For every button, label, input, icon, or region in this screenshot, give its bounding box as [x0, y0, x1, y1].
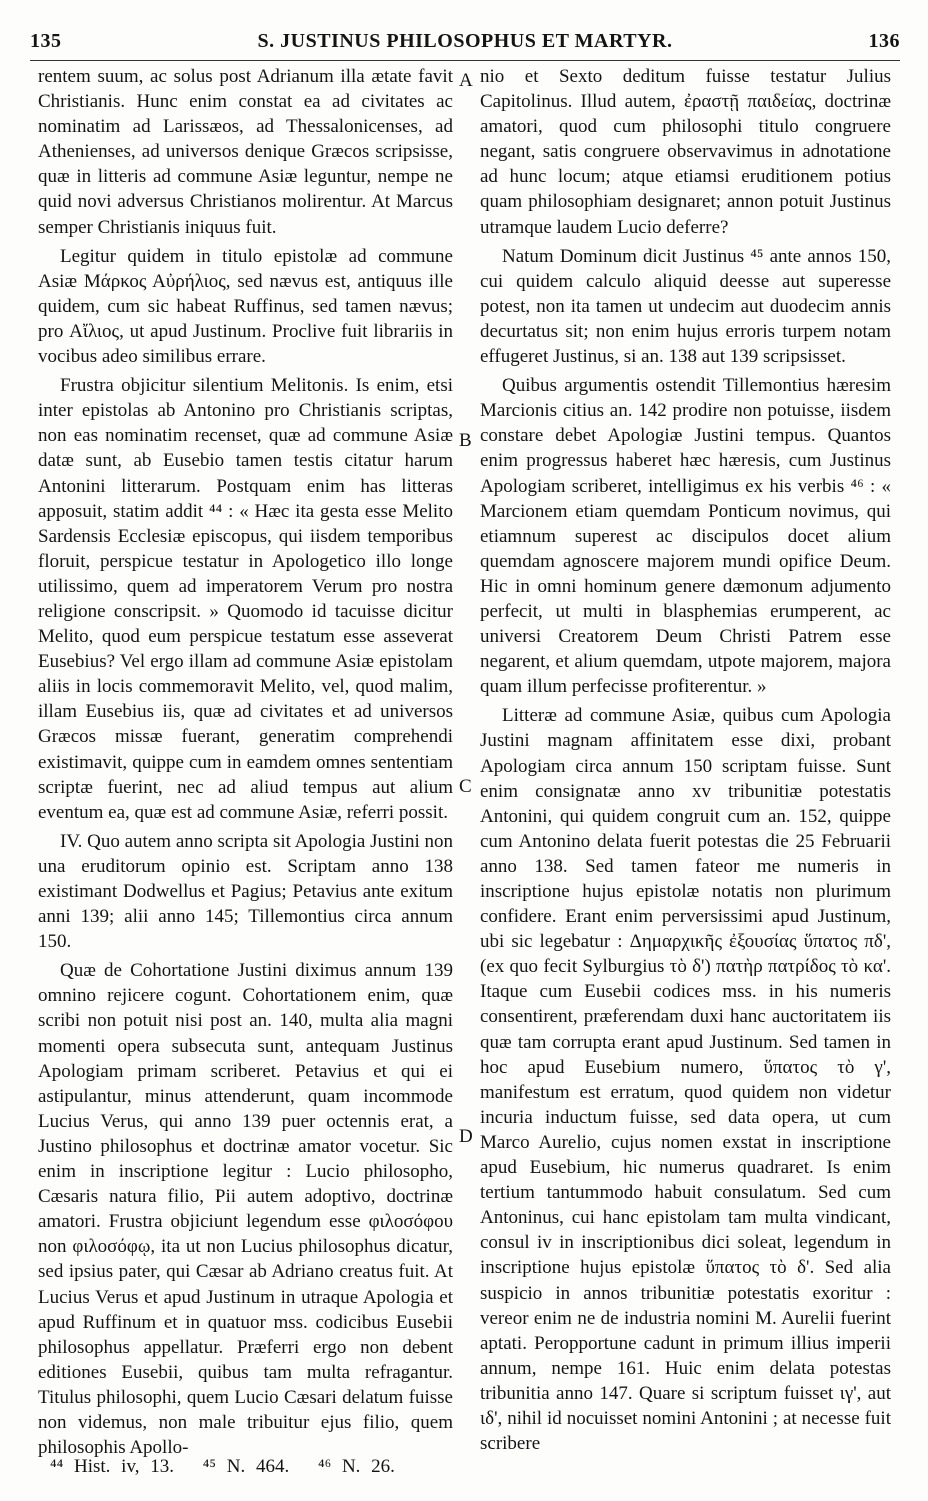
- left-paragraph: Quæ de Cohortatione Justini diximus annum 139 omnino rejicere cogunt. Cohortationem enim, quæ scribi non potuit nisi post an. 140, multa alia magni momenti opera subsecuta sunt, antequam Justinus Apologiam primam scriberet. Petavius et qui ei astipulantur, minus attenderunt, quam incommode Lucius Verus, qui anno 139 puer octennis erat, a Justino philosophus et doctrinæ amator vocetur. Sic enim in inscriptione legitur : Lucio philosopho, Cæsaris natura filio, Pii autem adoptivo, doctrinæ amatori. Frustra objiciunt legendum esse φιλοσόφου non φιλοσόφῳ, ita ut non Lucius philosophus dicatur, sed ipsius pater, qui Cæsar ab Adriano creatus fuit. At Lucius Verus et apud Justinum in utraque Apologia et apud Ruffinum et in quatuor mss. codicibus Eusebii philosophus appellatur. Præferri ergo non debent editiones Eusebii, quibus tam multa refragantur. Titulus philosophi, quem Lucio Cæsari delatum fuisse non videmus, non male tribuitur ejus filio, quem philosophis Apollo-: [38, 960, 453, 1459]
- margin-marker-b: B: [459, 430, 472, 451]
- margin-marker-d: D: [459, 1126, 473, 1147]
- left-paragraph: IV. Quo autem anno scripta sit Apologia Justini non una eruditorum opinio est. Scriptam anno 138 existimant Dodwellus et Pagius; Petavius ante exitum anni 139; alii anno 145; Tillemontius circa annum 150.: [38, 830, 453, 953]
- left-paragraph: Legitur quidem in titulo epistolæ ad commune Asiæ Μάρκος Αὐρήλιος, sed nævus est, antiquus ille quidem, cum sic habeat Ruffinus, sed tamen nævus; pro Αἴλιος, ut apud Justinum. Proclive fuit librariis in vocibus adeo similibus errare.: [38, 245, 453, 368]
- margin-marker-a: A: [459, 70, 473, 91]
- left-paragraph: Frustra objicitur silentium Melitonis. Is enim, etsi inter epistolas ab Antonino pro Christianis scriptas, non eas nominatim recenset, quæ ad commune Asiæ datæ sunt, ab Eusebio tamen testis citatur harum Antonini litterarum. Postquam enim has litteras apposuit, statim addit ⁴⁴ : « Hæc ita gesta esse Melito Sardensis Ecclesiæ episcopus, qui iisdem temporibus floruit, perspicue testatur in Apologetico illo longe utilissimo, quem ad imperatorem Verum pro nostra religione conscripsit. » Quomodo id tacuisse dicitur Melito, quod eum perspicue testatum esse asseverat Eusebius? Vel ergo illam ad commune Asiæ epistolam aliis in locis commemoravit Melito, vel, quod malim, illam Eusebius iis, quæ ad civitates et ad universos Græcos missæ fuerant, generatim comprehendi existimavit, quippe cum in eamdem omnes sententiam scriptæ fuerint, nec ad aliud tempus aut alium eventum ea, quæ est ad commune Asiæ, referri possit.: [38, 375, 453, 823]
- right-column: [480, 64, 891, 1456]
- right-paragraph: Natum Dominum dicit Justinus ⁴⁵ ante annos 150, cui quidem calculo aliquid deesse aut superesse potest, non ita tamen ut undecim aut duodecim annis decurtatus sit; non enim hujus erroris turpem notam effugeret Justinus, si an. 138 aut 139 scripsisset.: [480, 245, 891, 368]
- left-column: [38, 64, 453, 1460]
- right-paragraph: Litteræ ad commune Asiæ, quibus cum Apologia Justini magnam affinitatem esse dixi, probant Apologiam circa annum 150 scriptam fuisse. Sunt enim consignatæ anno xv tribunitiæ potestatis Antonini, qui quidem congruit cum an. 152, quippe cum Antonino delata fuerit potestas die 25 Februarii anno 138. Sed tamen fateor me numeris in inscriptione hujus epistolæ notatis non plurimum confidere. Erant enim perversissimi apud Justinum, ubi sic legebatur : Δημαρχικῆς ἐξουσίας ὕπατος πδ', (ex quo fecit Sylburgius τὸ δ') πατὴρ πατρίδος τὸ κα'. Itaque cum Eusebii codices mss. in his numeris consentirent, præferendam duxi hanc auctoritatem iis quæ tam corrupta erant apud Justinum. Sed tamen in hoc apud Eusebium numero, ὕπατος τὸ γ', manifestum est erratum, quod quidem non videtur incuria inductum fuisse, sed data opera, ut cum Marco Aurelio, cujus nomen exstat in inscriptione apud Eusebium, hic numerus quadraret. Is enim tertium tantummodo habuit consulatum. Sed cum Antoninus, cui hanc epistolam tam multa vindicant, consul iv in inscriptionibus dici soleat, legendum in inscriptione hujus epistolæ ὕπατος τὸ δ'. Sed alia suspicio in annos tribunitiæ potestatis exoritur : vereor enim ne de industria nomini M. Aurelii fuerint aptati. Peropportune cadunt in primum illius imperii annum, nempe 161. Huic enim delata potestas tribunitia anno 147. Quare si scriptum fuisset ιγ', aut ιδ', nihil id nocuisset nomini Antonini ; at necesse fuit scribere: [480, 705, 891, 1455]
- right-paragraph: nio et Sexto deditum fuisse testatur Julius Capitolinus. Illud autem, ἐραστῇ παιδείας, doctrinæ amatori, quod cum philosophi titulo congruere negant, satis congruere observavimus in adnotatione ad hunc locum; atque etiamsi eruditionem potius quam philosophiam designaret; annon potuit Justinus utramque laudem Lucio deferre?: [480, 66, 891, 238]
- footnote-46: ⁴⁶ N. 26.: [317, 1456, 395, 1477]
- footnotes: [50, 1456, 550, 1478]
- page-number-right: 136: [868, 30, 900, 52]
- page-number-left: 135: [30, 30, 62, 52]
- left-paragraph: rentem suum, ac solus post Adrianum illa ætate favit Christianis. Hunc enim constat ea ad civitates ac nominatim ad Larissæos, ad Thessalonicenses, ad Athenienses, ad universos denique Græcos scripsisse, quæ in litteris ad commune Asiæ leguntur, nempe ne quid novi adversus Christianos molirentur. At Marcus semper Christianis iniquus fuit.: [38, 66, 453, 238]
- running-head: [30, 30, 900, 56]
- header-rule: [30, 60, 900, 61]
- footnote-44: ⁴⁴ Hist. iv, 13.: [50, 1456, 174, 1477]
- margin-marker-c: C: [459, 776, 472, 797]
- running-title: S. JUSTINUS PHILOSOPHUS ET MARTYR.: [257, 30, 673, 52]
- footnote-45: ⁴⁵ N. 464.: [202, 1456, 290, 1477]
- right-paragraph: Quibus argumentis ostendit Tillemontius hæresim Marcionis citius an. 142 prodire non potuisse, iisdem constare debet Apologiæ Justini tempus. Quantos enim progressus haberet hæc hæresis, cum Justinus Apologiam scriberet, intelligimus ex his verbis ⁴⁶ : « Marcionem etiam quemdam Ponticum novimus, qui etiamnum superest ac discipulos docet alium quemdam agnoscere majorem mundi opifice Deum. Hic in omni hominum genere dæmonum adjumento perfecit, ut multi in blasphemias erumperent, ac universi Creatorem Deum Christi Patrem esse negarent, et alium quemdam, utpote majorem, majora quam illum perfecisse profiterentur. »: [480, 375, 891, 698]
